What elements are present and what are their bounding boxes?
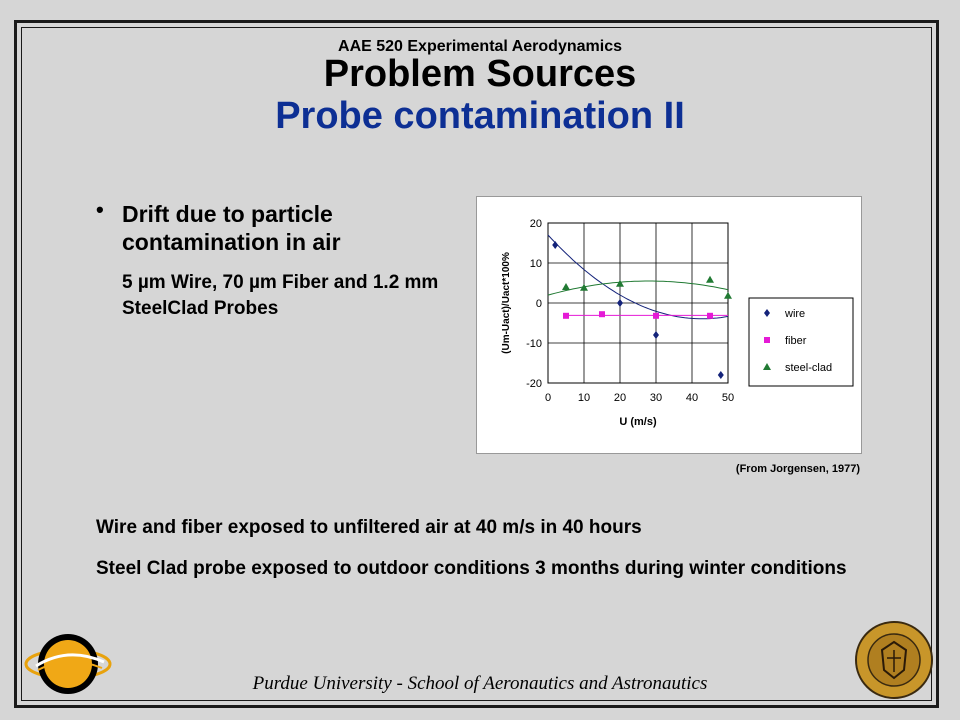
drift-chart — [476, 196, 862, 454]
fiber-data-point — [599, 311, 605, 317]
y-tick-label: 0 — [535, 298, 542, 310]
x-tick-label: 20 — [613, 392, 627, 404]
y-tick-label: 10 — [529, 258, 542, 270]
course-title: AAE 520 Experimental Aerodynamics — [338, 38, 622, 55]
fiber-data-point — [563, 313, 569, 319]
y-tick-label: 20 — [529, 218, 542, 230]
slide-subtitle: Probe contamination II — [275, 95, 685, 137]
y-tick-label: -20 — [526, 378, 542, 390]
x-tick-label: 10 — [577, 392, 591, 404]
x-tick-label: 40 — [685, 392, 699, 404]
wire-fiber-note: Wire and fiber exposed to unfiltered air at 40 m/s in 40 hours — [96, 517, 642, 538]
bullet-text: Drift due to particle contamination in air — [122, 201, 341, 255]
footer-text: Purdue University - School of Aeronautics and Astronautics — [252, 673, 708, 694]
slide-title: Problem Sources — [323, 53, 637, 95]
purdue-seal — [854, 620, 934, 700]
legend-fiber-label: fiber — [785, 335, 807, 347]
x-tick-label: 30 — [649, 392, 663, 404]
legend-fiber-marker — [764, 337, 770, 343]
bullet-subtext: 5 µm Wire, 70 µm Fiber and 1.2 mm SteelClad Probes — [122, 272, 439, 319]
bullet-marker: • — [96, 197, 104, 222]
x-axis-label: U (m/s) — [619, 416, 657, 428]
y-tick-label: -10 — [526, 338, 542, 350]
x-tick-label: 0 — [544, 392, 552, 404]
aeronautics-logo — [24, 628, 112, 700]
steel-clad-note: Steel Clad probe exposed to outdoor conditions 3 months during winter conditions — [96, 558, 847, 579]
fiber-data-point — [653, 313, 659, 319]
x-tick-label: 50 — [721, 392, 735, 404]
y-axis-label: (Um-Uact)/Uact*100% — [501, 252, 512, 354]
legend-wire-label: wire — [785, 308, 806, 320]
legend-steel-clad-label: steel-clad — [785, 362, 833, 374]
fiber-data-point — [707, 313, 713, 319]
chart-svg — [477, 197, 861, 453]
chart-credit: (From Jorgensen, 1977) — [735, 463, 860, 475]
